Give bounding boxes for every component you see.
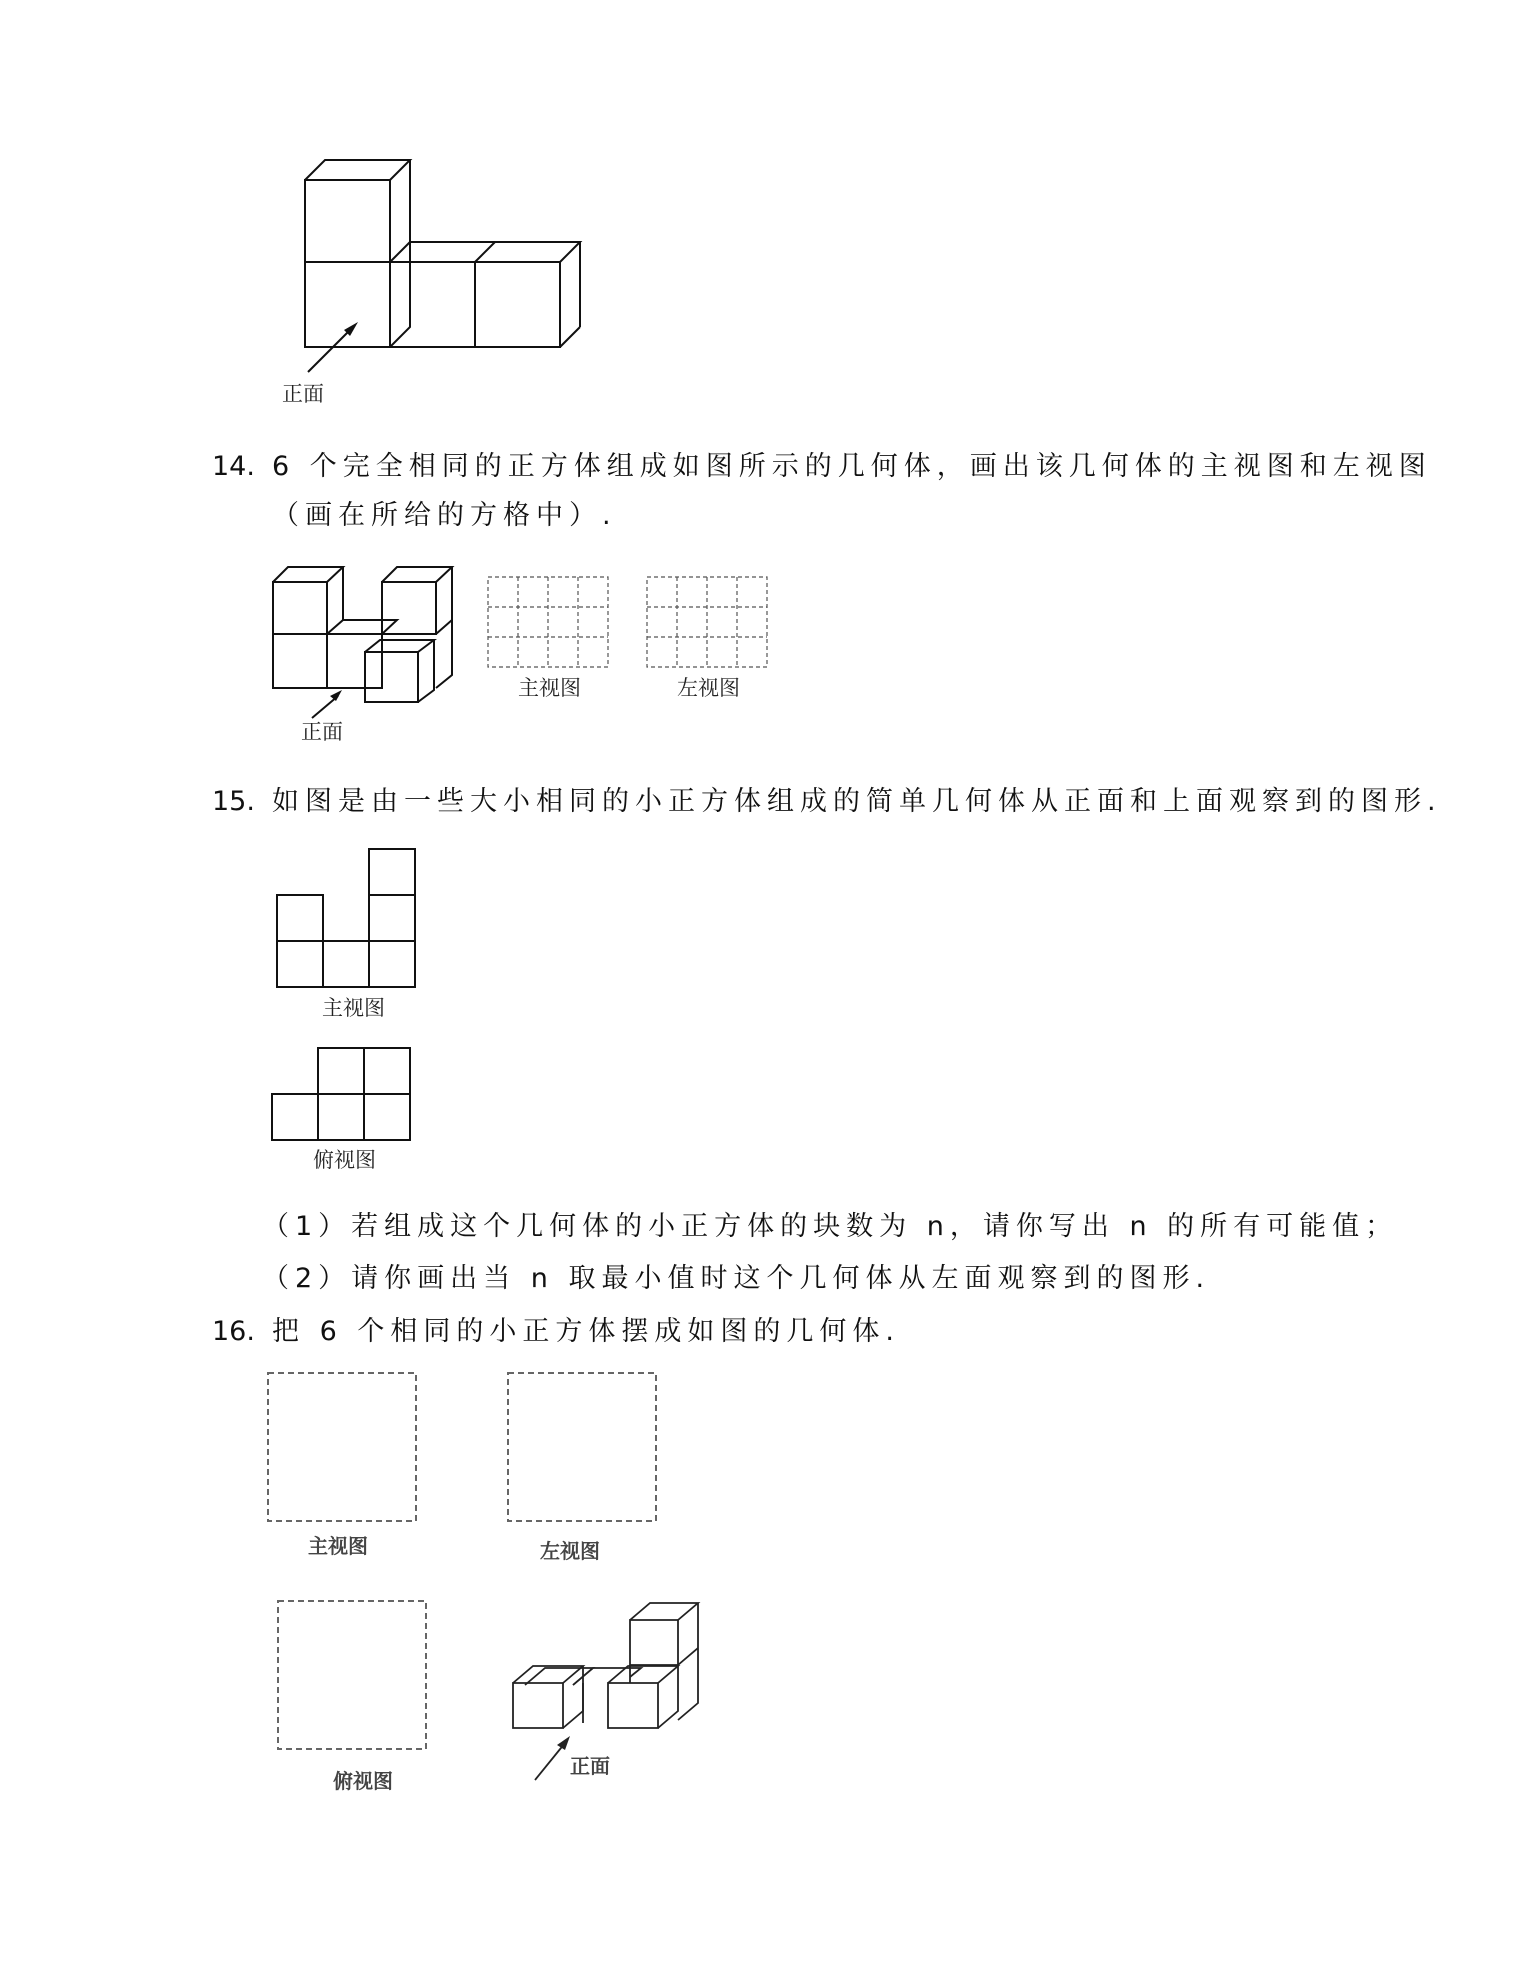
- blank-box-top-view: [275, 1598, 430, 1753]
- question-16-text: 把 6 个相同的小正方体摆成如图的几何体.: [272, 1316, 900, 1347]
- figure-14-cubes: [270, 560, 460, 720]
- blank-box-top-view-label: 俯视图: [333, 1769, 393, 1793]
- question-15-sub2: （2）请你画出当 n 取最小值时这个几何体从左面观察到的图形.: [262, 1263, 1211, 1294]
- grid-front-view-label: 主视图: [518, 676, 581, 700]
- question-16-number: 16.: [212, 1316, 255, 1347]
- question-14-text-line2: （画在所给的方格中）.: [272, 500, 617, 531]
- question-15-number: 15.: [212, 786, 255, 817]
- front-label-13: 正面: [282, 382, 324, 406]
- front-view-15: [272, 845, 422, 990]
- top-view-15: [268, 1045, 418, 1145]
- question-15-text: 如图是由一些大小相同的小正方体组成的简单几何体从正面和上面观察到的图形.: [272, 786, 1442, 817]
- front-label-16: 正面: [570, 1754, 610, 1778]
- question-14-text-line1: 6 个完全相同的正方体组成如图所示的几何体，画出该几何体的主视图和左视图: [272, 451, 1432, 482]
- blank-box-left-view-label: 左视图: [540, 1539, 600, 1563]
- figure-13-cubes: [290, 150, 620, 380]
- front-label-14: 正面: [301, 720, 343, 744]
- grid-left-view-14: [645, 575, 770, 670]
- blank-box-front-view: [265, 1370, 420, 1525]
- question-15-sub1: （1）若组成这个几何体的小正方体的块数为 n，请你写出 n 的所有可能值；: [262, 1211, 1399, 1242]
- question-14-number: 14.: [212, 451, 255, 482]
- grid-front-view-14: [486, 575, 611, 670]
- front-view-15-label: 主视图: [322, 996, 385, 1020]
- grid-left-view-label: 左视图: [677, 676, 740, 700]
- blank-box-front-view-label: 主视图: [308, 1534, 368, 1558]
- blank-box-left-view: [505, 1370, 660, 1525]
- top-view-15-label: 俯视图: [313, 1148, 376, 1172]
